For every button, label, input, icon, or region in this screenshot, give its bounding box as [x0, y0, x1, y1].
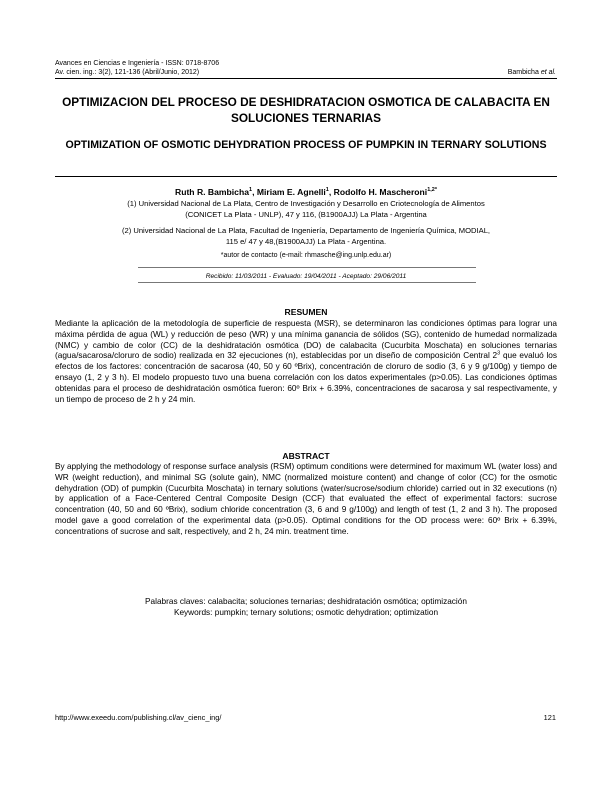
author-affiliation-mark: 1 — [249, 187, 253, 194]
author-affiliation-mark: 1 — [325, 187, 329, 194]
affiliation-line: (2) Universidad Nacional de La Plata, Facultad de Ingeniería, Departamento de Ingeniería Química, MODIAL, — [121, 226, 491, 235]
resumen-text-part2: que evaluó los efectos de los factores: concentración de sacarosa (40, 50 y 60 ºBrix), concentración de cloruro de sodio (3, 6 y 9 g/100g) y tiempo de ensayo (1, 2 y 3 h). El modelo propuesto tuvo una buena correlación con los datos experimentales (p>0.05). Las condiciones óptimas obtenidas para el proceso de deshidratación osmótica fueron: 60º Brix + 6.39%, concentraciones de sacarosa y sal respectivamente, y un tiempo de proceso de 2 h y 24 min. — [55, 351, 558, 404]
affiliation-line: 115 e/ 47 y 48,(B1900AJJ) La Plata - Argentina. — [225, 236, 387, 246]
resumen-text-part1: Mediante la aplicación de la metodología de superficie de respuesta (MSR), se determinaron las condiciones óptimas para lograr una máxima pérdida de agua (WL) y reducción de peso (WR) y una mínima ganancia de sólidos (SG), contenido de humedad normalizada (NMC) y cambio de color (CC) de la deshidratación osmótica (DO) de calabacita (Cucurbita Moschata) en soluciones ternarias (agua/sacarosa/cloruro de sodio) realizada en 32 ejecuciones (n), establecidas por un diseño de composición Central 2 — [55, 319, 557, 361]
resumen-heading: RESUMEN — [284, 307, 328, 317]
citation-line: Av. cien. ing.: 3(2), 121-136 (Abril/Junio, 2012) — [55, 69, 200, 76]
title-spanish: OPTIMIZACION DEL PROCESO DE DESHIDRATACION OSMOTICA DE CALABACITA EN SOLUCIONES TERNARIAS — [62, 95, 550, 125]
running-etal: et al. — [540, 69, 556, 76]
received-dates: Recibido: 11/03/2011 - Evaluado: 19/04/2011 - Aceptado: 29/06/2011 — [205, 273, 407, 280]
title-english: OPTIMIZATION OF OSMOTIC DEHYDRATION PROCESS OF PUMPKIN IN TERNARY SOLUTIONS — [65, 139, 547, 151]
keywords-english: Keywords: pumpkin; ternary solutions; osmotic dehydration; optimization — [173, 608, 439, 617]
footer-url: http://www.exeedu.com/publishing.cl/av_cienc_ing/ — [55, 713, 222, 722]
author-affiliation-mark: 1,2* — [427, 187, 437, 194]
affiliation-line: (1) Universidad Nacional de La Plata, Centro de Investigación y Desarrollo en Criotecnología de Alimentos — [127, 199, 485, 208]
dates-rule-bottom — [138, 282, 476, 283]
abstract-heading: ABSTRACT — [282, 451, 330, 461]
author-separator: , — [328, 187, 334, 197]
abstract-text: By applying the methodology of response surface analysis (RSM) optimum conditions were determined for maximum WL (water loss) and WR (weight reduction), and minimal SG (solute gain), NMC (normalized moisture content) and change of color (CC) for the osmotic dehydration (OD) of pumpkin (Cucurbita Moschata) in ternary solutions (water/sucrose/sodium chloride) carried out in 32 executions (n) by application of a Face-Centered Central Composite Design (CCF) that evaluated the effect of experimental factors: sucrose concentration (40, 50 and 60 ºBrix), sodium chloride concentration (3, 6 and 9 g/100g) and length of test (1, 2 and 3 h). The proposed model gave a good correlation of the experimental data (p>0.05). Optimal conditions for the OD process were: 60º Brix + 6.39%, concentrations of sucrose and salt, respectively, and 2 h, 24 min. treatment time. — [55, 462, 557, 536]
author-name: Ruth R. Bambicha — [174, 187, 249, 197]
author-name: Rodolfo H. Mascheroni — [333, 187, 428, 197]
resumen-exponent: 3 — [497, 350, 501, 357]
title-rule — [55, 176, 557, 177]
header-rule — [55, 78, 557, 79]
journal-name: Avances en Ciencias e Ingeniería - ISSN: 0718-8706 — [55, 60, 220, 67]
keywords-spanish: Palabras claves: calabacita; soluciones ternarias; deshidratación osmótica; optimización — [145, 597, 467, 606]
page-number: 121 — [543, 713, 556, 722]
author-name: Miriam E. Agnelli — [256, 187, 326, 197]
author-list — [55, 187, 557, 198]
author-separator: , — [252, 187, 257, 197]
dates-rule-top — [138, 267, 476, 268]
resumen-text — [55, 319, 557, 405]
affiliation-1 — [55, 199, 557, 220]
running-header-author — [508, 68, 556, 77]
affiliation-2 — [55, 226, 557, 247]
contact-email: *autor de contacto (e-mail: rhmasche@ing.unlp.edu.ar) — [220, 252, 392, 259]
running-author: Bambicha — [507, 69, 539, 76]
affiliation-line: (CONICET La Plata - UNLP), 47 y 116, (B1900AJJ) La Plata - Argentina — [185, 209, 427, 219]
